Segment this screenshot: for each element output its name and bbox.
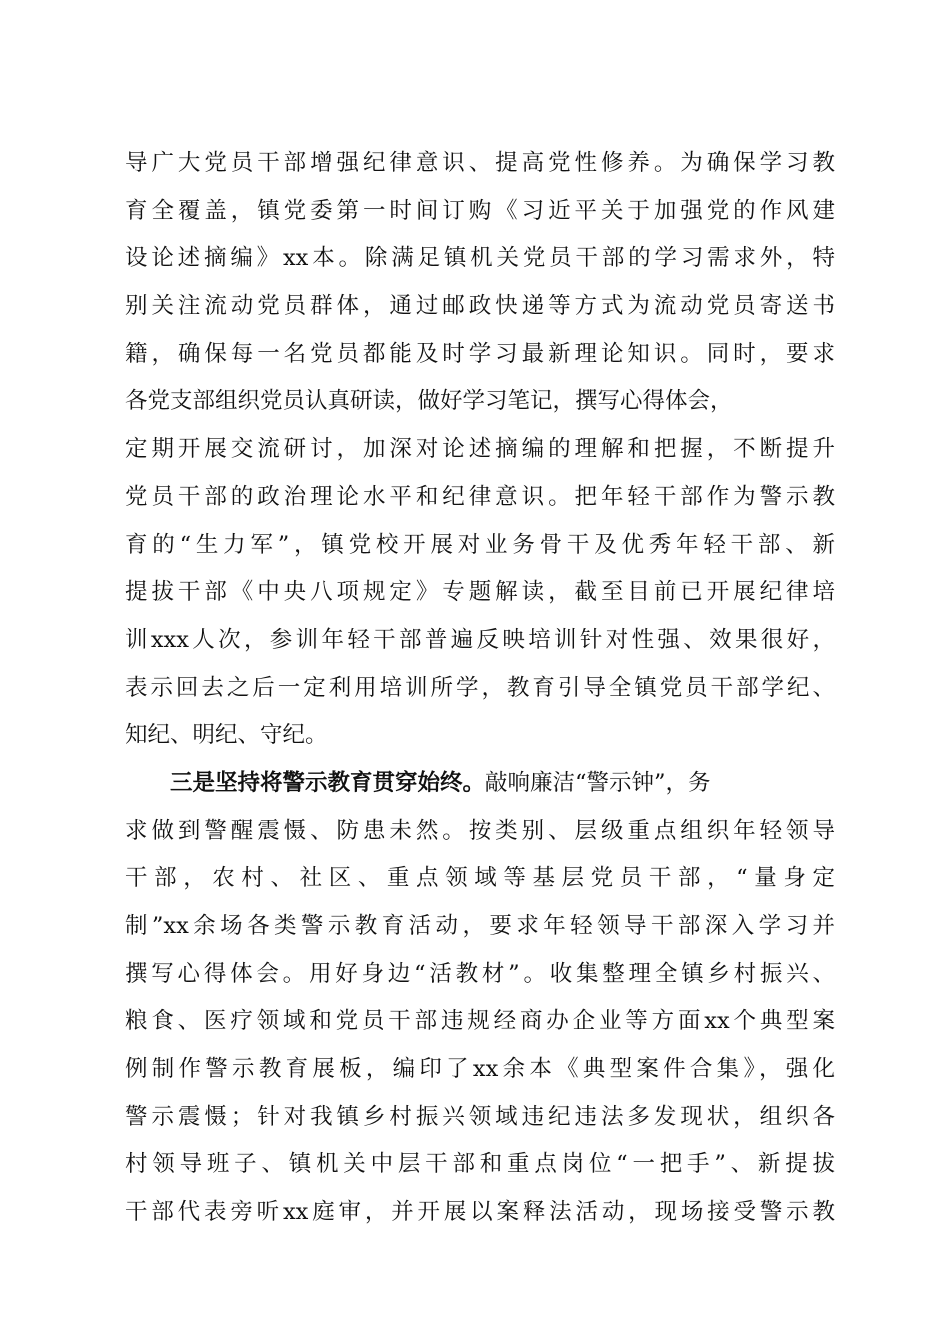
body-text	[125, 140, 835, 1237]
paragraph-1-line: 籍，确保每一名党员都能及时学习最新理论知识。同时，要求	[125, 340, 835, 367]
paragraph-1-line: 设论述摘编》xx本。除满足镇机关党员干部的学习需求外，特	[125, 245, 835, 272]
paragraph-1-line: 定期开展交流研讨，加深对论述摘编的理解和把握，不断提升	[125, 436, 835, 463]
paragraph-1-line: 表示回去之后一定利用培训所学，教育引导全镇党员干部学纪、	[125, 674, 835, 701]
paragraph-1-line: 育全覆盖，镇党委第一时间订购《习近平关于加强党的作风建	[125, 197, 835, 224]
paragraph-1-line: 提拔干部《中央八项规定》专题解读，截至目前已开展纪律培	[125, 579, 835, 606]
paragraph-1-line: 别关注流动党员群体，通过邮政快递等方式为流动党员寄送书	[125, 293, 835, 320]
paragraph-2-first-line	[125, 760, 835, 808]
paragraph-2-line: 例制作警示教育展板，编印了xx余本《典型案件合集》，强化	[125, 1056, 835, 1083]
paragraph-1-line: 训xxx人次，参训年轻干部普遍反映培训针对性强、效果很好，	[125, 626, 835, 653]
paragraph-2-first-line-text: 敲响廉洁“警示钟”，务	[485, 769, 711, 796]
paragraph-2-line: 撰写心得体会。用好身边“活教材”。收集整理全镇乡村振兴、	[125, 960, 835, 987]
paragraph-2-heading: 三是坚持将警示教育贯穿始终。	[170, 769, 486, 796]
paragraph-2-line: 制”xx余场各类警示教育活动，要求年轻领导干部深入学习并	[125, 913, 835, 939]
paragraph-1-last-line: 知纪、明纪、守纪。	[125, 722, 328, 749]
paragraph-2-line: 粮食、医疗领域和党员干部违规经商办企业等方面xx个典型案	[125, 1008, 835, 1035]
paragraph-2-line: 村领导班子、镇机关中层干部和重点岗位“一把手”、新提拔	[125, 1151, 835, 1178]
paragraph-1-line: 各党支部组织党员认真研读，做好学习笔记，撰写心得体会，	[125, 388, 733, 415]
paragraph-1-line: 育的“生力军”，镇党校开展对业务骨干及优秀年轻干部、新	[125, 531, 835, 558]
paragraph-2-line: 警示震慑；针对我镇乡村振兴领域违纪违法多发现状，组织各	[125, 1103, 835, 1130]
paragraph-1-line: 导广大党员干部增强纪律意识、提高党性修养。为确保学习教	[125, 150, 835, 176]
paragraph-1-line: 党员干部的政治理论水平和纪律意识。把年轻干部作为警示教	[125, 483, 835, 510]
paragraph-2-line: 求做到警醒震慑、防患未然。按类别、层级重点组织年轻领导	[125, 817, 835, 844]
paragraph-2-line: 干部，农村、社区、重点领域等基层党员干部，“量身定	[125, 865, 835, 892]
paragraph-2-line: 干部代表旁听xx庭审，并开展以案释法活动，现场接受警示教	[125, 1199, 835, 1226]
